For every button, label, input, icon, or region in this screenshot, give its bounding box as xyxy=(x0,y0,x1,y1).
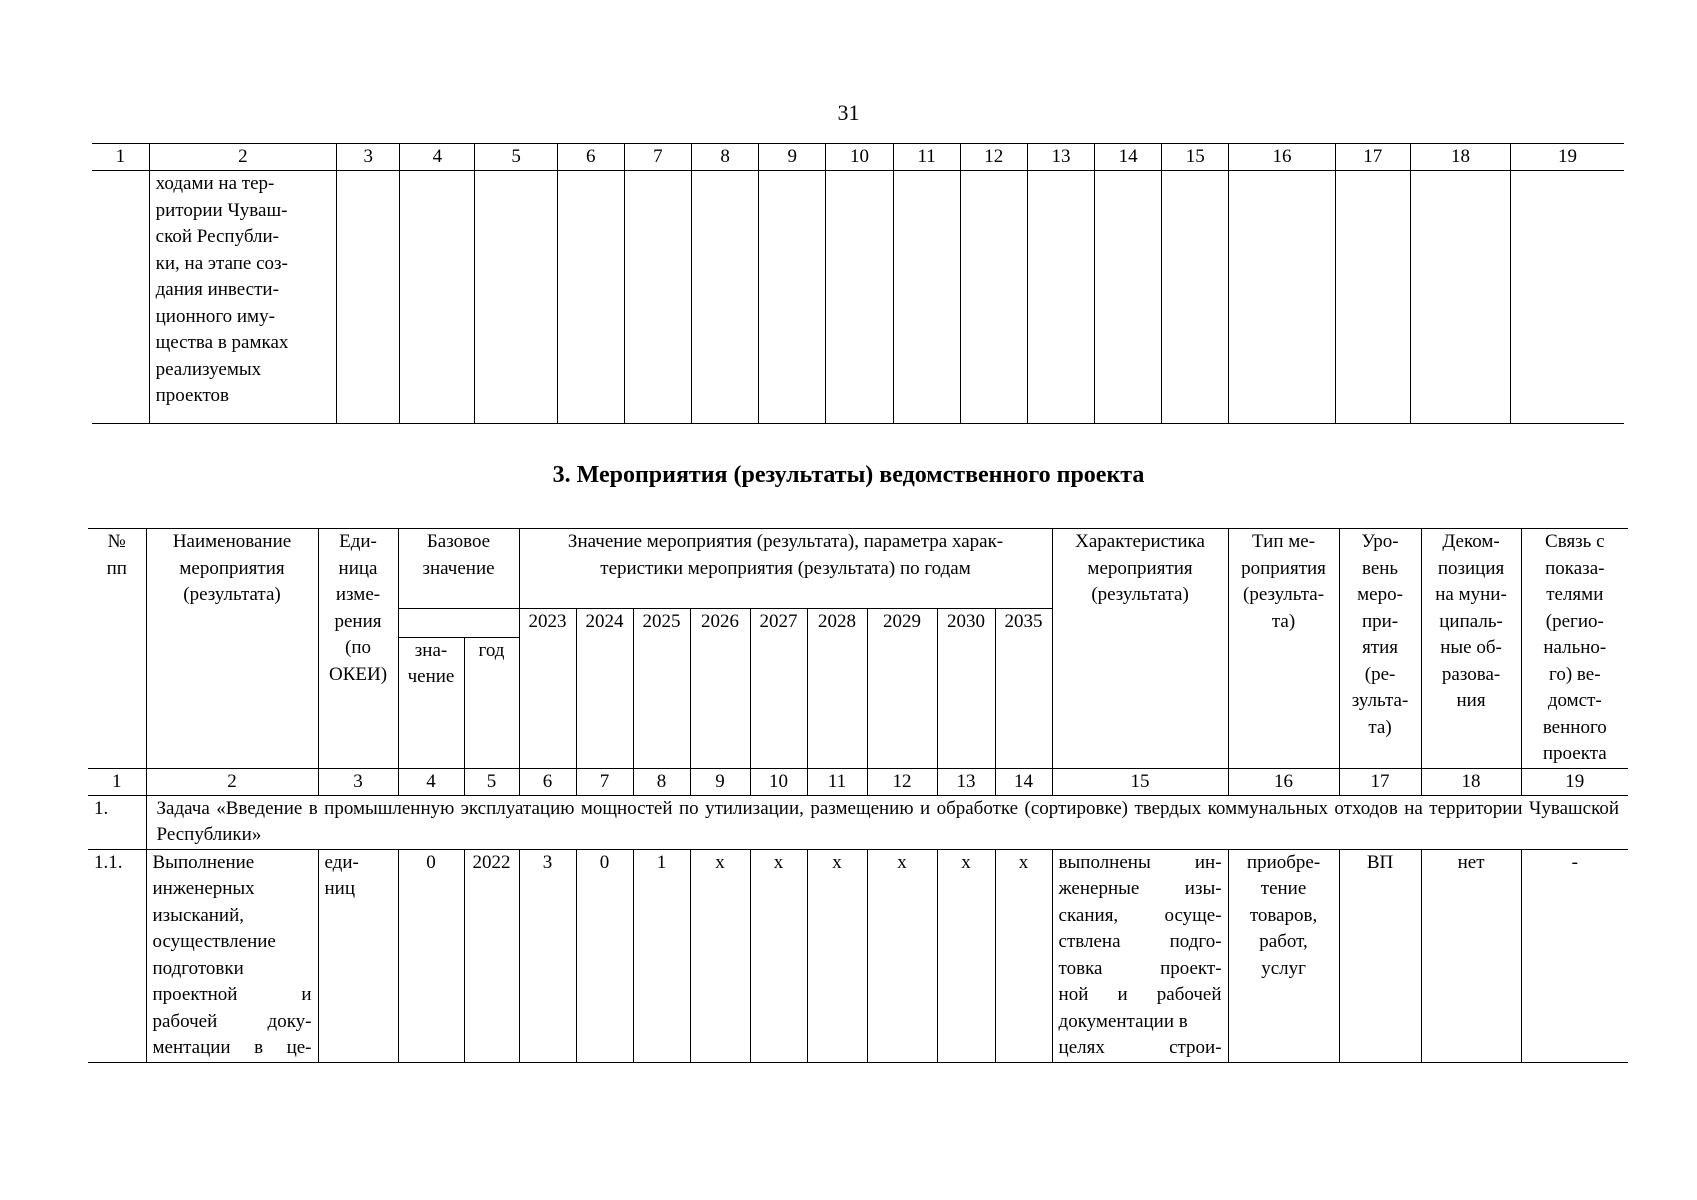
year-header: 2025 xyxy=(633,609,690,769)
value-cell: х xyxy=(937,849,995,1062)
column-number: 2 xyxy=(149,144,336,171)
text-line: проектов xyxy=(155,385,229,406)
column-number: 15 xyxy=(1162,144,1229,171)
column-number: 14 xyxy=(1095,144,1162,171)
column-number: 9 xyxy=(759,144,826,171)
value-cell: х xyxy=(867,849,937,1062)
column-numbers-row xyxy=(88,768,1628,795)
measure-characteristic: выполнены ин- женерные изы- скания, осуще- ствлена подго- товка проект- ной и рабочей документации в целях строи- xyxy=(1052,849,1228,1062)
measure-level: ВП xyxy=(1339,849,1421,1062)
column-number: 8 xyxy=(633,768,690,795)
column-number: 18 xyxy=(1421,768,1521,795)
column-number: 4 xyxy=(400,144,475,171)
header-level: Уро- вень меро- при- ятия (ре- зульта- та) xyxy=(1339,529,1421,769)
column-number: 4 xyxy=(398,768,464,795)
year-header: 2024 xyxy=(576,609,633,769)
header-row xyxy=(88,529,1628,609)
continuation-header-row xyxy=(92,144,1624,171)
column-number: 16 xyxy=(1229,144,1335,171)
year-header: 2023 xyxy=(519,609,576,769)
column-number: 1 xyxy=(88,768,146,795)
column-number: 11 xyxy=(893,144,960,171)
column-number: 12 xyxy=(867,768,937,795)
column-number: 10 xyxy=(826,144,893,171)
measure-row xyxy=(88,849,1628,1062)
column-number: 15 xyxy=(1052,768,1228,795)
header-link: Связь с показа- телями (регио- нально- го) ве- домст- венного проекта xyxy=(1521,529,1628,769)
year-header: 2028 xyxy=(807,609,867,769)
continuation-table xyxy=(92,143,1624,424)
column-number: 5 xyxy=(464,768,519,795)
column-number: 2 xyxy=(146,768,318,795)
text-line: ритории Чуваш- xyxy=(155,199,288,221)
value-cell: х xyxy=(995,849,1052,1062)
value-cell: х xyxy=(807,849,867,1062)
header-name: Наименование мероприятия (результата) xyxy=(146,529,318,769)
column-number: 18 xyxy=(1410,144,1510,171)
header-years-caption: Значение мероприятия (результата), параметра харак- теристики мероприятия (результата) по годам xyxy=(519,529,1052,609)
page-number: 31 xyxy=(837,100,860,125)
column-number: 6 xyxy=(519,768,576,795)
year-header: 2030 xyxy=(937,609,995,769)
measure-name: Выполнение инженерных изысканий, осуществление подготовки проектной и рабочей доку- ментации в це- xyxy=(146,849,318,1062)
column-number: 16 xyxy=(1228,768,1339,795)
header-unit: Еди- ница изме- рения (по ОКЕИ) xyxy=(318,529,398,769)
base-value: 0 xyxy=(398,849,464,1062)
text-line: ходами на тер- xyxy=(155,173,275,194)
task-text: Задача «Введение в промышленную эксплуатацию мощностей по утилизации, размещению и обработке (сортировке) твердых коммунальных отходов на территории Чувашской Республики» xyxy=(146,795,1628,849)
header-base-sub-year: год xyxy=(464,637,519,768)
continuation-row xyxy=(92,171,1624,424)
year-header: 2027 xyxy=(750,609,807,769)
section-title: 3. Мероприятия (результаты) ведомственного проекта xyxy=(552,462,1145,488)
column-number: 8 xyxy=(692,144,759,171)
header-base-value: Базовое значение xyxy=(398,529,519,609)
measure-decomposition: нет xyxy=(1421,849,1521,1062)
text-line: ки, на этапе соз- xyxy=(155,252,288,274)
column-number: 7 xyxy=(576,768,633,795)
column-number: 3 xyxy=(318,768,398,795)
value-cell: х xyxy=(690,849,750,1062)
column-number: 6 xyxy=(557,144,624,171)
value-cell: 0 xyxy=(576,849,633,1062)
column-number: 17 xyxy=(1339,768,1421,795)
year-header: 2026 xyxy=(690,609,750,769)
column-number: 12 xyxy=(960,144,1027,171)
text-line: дания инвести- xyxy=(155,279,279,300)
measure-unit: еди- ниц xyxy=(318,849,398,1062)
year-header: 2029 xyxy=(867,609,937,769)
header-decomposition: Деком- позиция на муни- ципаль- ные об- разова- ния xyxy=(1421,529,1521,769)
column-number: 7 xyxy=(624,144,691,171)
continuation-text-cell xyxy=(149,171,336,424)
value-cell: 1 xyxy=(633,849,690,1062)
header-characteristic: Характеристика мероприятия (результата) xyxy=(1052,529,1228,769)
header-base-sub-value: зна- чение xyxy=(398,637,464,768)
column-number: 1 xyxy=(92,144,149,171)
year-header: 2035 xyxy=(995,609,1052,769)
base-year: 2022 xyxy=(464,849,519,1062)
column-number: 14 xyxy=(995,768,1052,795)
measures-table xyxy=(88,528,1628,1063)
text-line: ской Республи- xyxy=(155,226,280,247)
column-number: 13 xyxy=(937,768,995,795)
column-number: 10 xyxy=(750,768,807,795)
column-number: 19 xyxy=(1511,144,1624,171)
header-type: Тип ме- роприятия (результа- та) xyxy=(1228,529,1339,769)
value-cell: 3 xyxy=(519,849,576,1062)
text-line: щества в рамках xyxy=(155,332,289,353)
column-number: 19 xyxy=(1521,768,1628,795)
column-number: 3 xyxy=(337,144,400,171)
column-number: 5 xyxy=(475,144,557,171)
task-row xyxy=(88,795,1628,849)
header-number: № пп xyxy=(88,529,146,769)
measure-number: 1.1. xyxy=(88,849,146,1062)
measure-link: - xyxy=(1521,849,1628,1062)
measure-type: приобре- тение товаров, работ, услуг xyxy=(1228,849,1339,1062)
column-number: 17 xyxy=(1335,144,1410,171)
text-line: ционного иму- xyxy=(155,305,275,327)
task-number: 1. xyxy=(88,795,146,849)
column-number: 9 xyxy=(690,768,750,795)
text-line: реализуемых xyxy=(155,358,262,380)
column-number: 11 xyxy=(807,768,867,795)
value-cell: х xyxy=(750,849,807,1062)
column-number: 13 xyxy=(1027,144,1094,171)
